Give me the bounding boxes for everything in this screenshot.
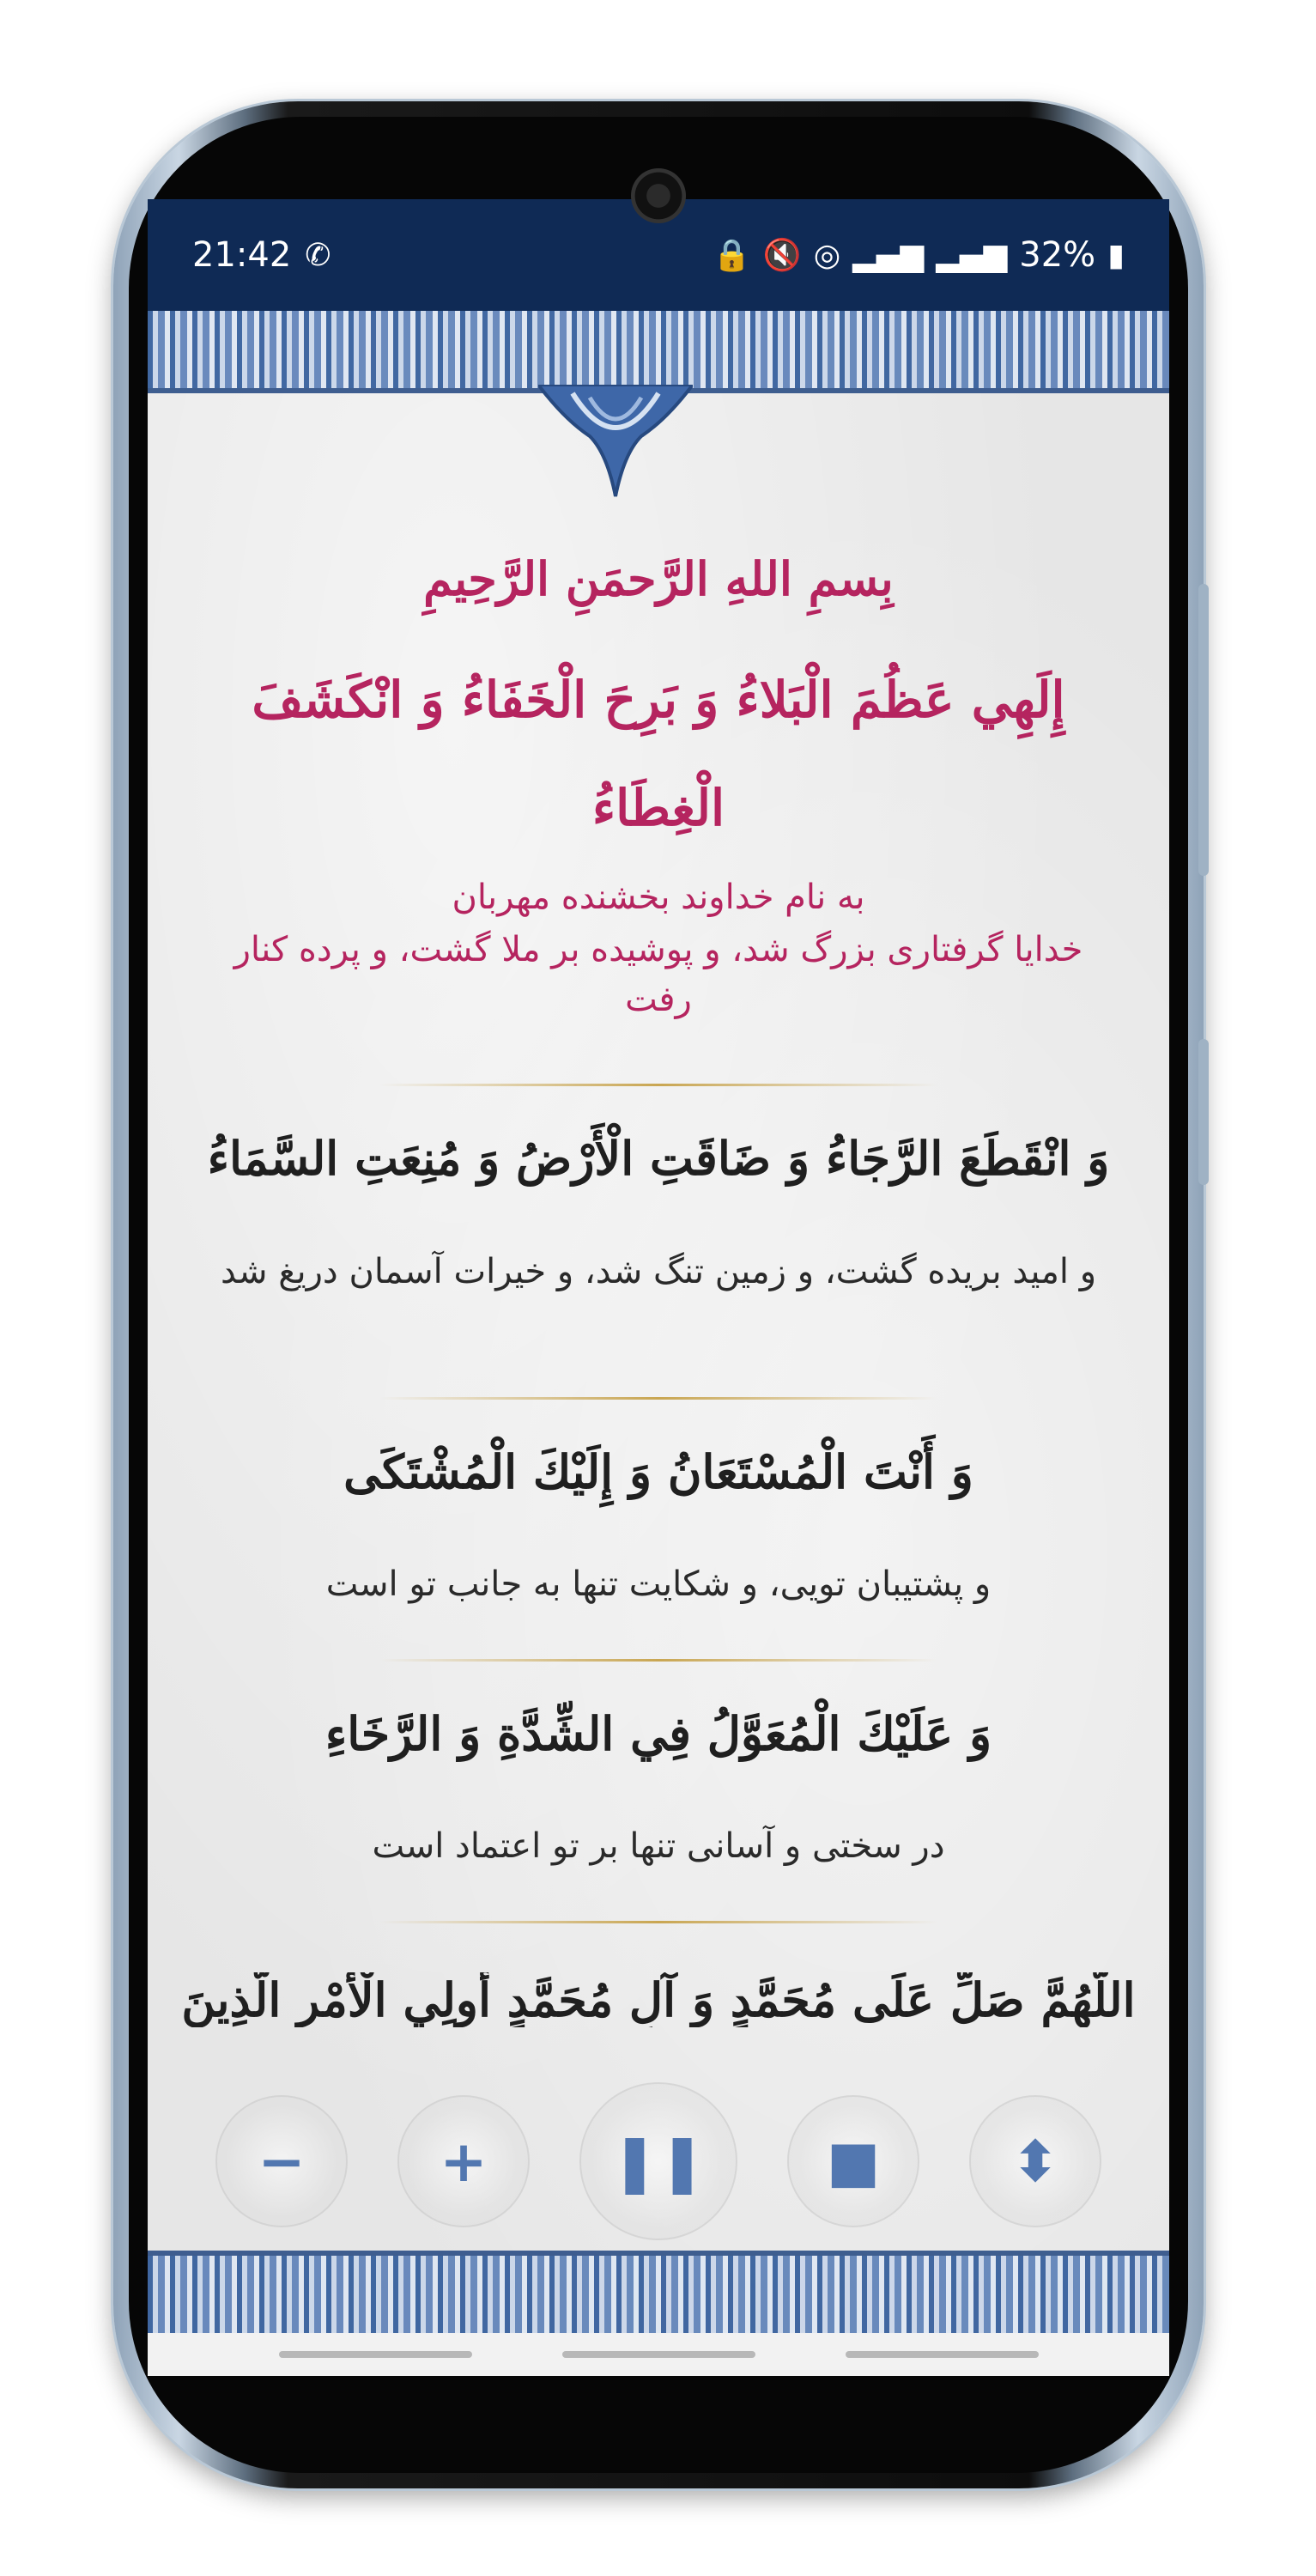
opening-persian: خدایا گرفتاری بزرگ شد، و پوشیده بر ملا گشت، و پرده کنار رفت: [233, 930, 1083, 1019]
divider: [379, 1084, 937, 1086]
power-button: [1198, 1039, 1209, 1185]
divider: [379, 1921, 937, 1923]
front-camera: [631, 168, 686, 223]
ornament-pendant: [538, 385, 693, 505]
battery-icon: ▮: [1107, 237, 1125, 273]
mute-icon: 🔇: [762, 238, 802, 273]
battery-percent: 32%: [1019, 235, 1096, 275]
verse-persian: و امید بریده گشت، و زمین تنگ شد، و خیرات آسمان دریغ شد: [220, 1252, 1097, 1291]
ornament-top: [148, 311, 1169, 393]
playback-controls: [148, 2097, 1169, 2226]
content-background: [148, 311, 1169, 2376]
bismillah-persian: به نام خداوند بخشنده مهربان: [452, 878, 865, 917]
bismillah-arabic: بِسمِ اللهِ الرَّحمَنِ الرَّحِيمِ: [423, 551, 894, 606]
volume-button: [1198, 584, 1209, 876]
nav-back[interactable]: [846, 2351, 1039, 2358]
verse-arabic: وَ انْقَطَعَ الرَّجَاءُ وَ ضَاقَتِ الْأَرْضُ وَ مُنِعَتِ السَّمَاءُ: [207, 1131, 1110, 1186]
screen: [148, 199, 1169, 2376]
decrease-font-button[interactable]: −: [217, 2097, 346, 2226]
status-time: 21:42: [192, 235, 292, 275]
divider: [379, 1659, 937, 1662]
signal-icon: ▂▄▆: [852, 237, 925, 273]
verse-persian: در سختی و آسانی تنها بر تو اعتماد است: [372, 1826, 945, 1866]
divider: [379, 1397, 937, 1400]
whatsapp-icon: ✆: [305, 237, 331, 273]
verse-arabic: اللَّهُمَّ صَلِّ عَلَى مُحَمَّدٍ وَ آلِ مُحَمَّدٍ أُولِي الْأَمْرِ الَّذِينَ: [181, 1972, 1136, 2027]
hotspot-icon: ◎: [813, 237, 841, 273]
verse-arabic: وَ عَلَيْكَ الْمُعَوَّلُ فِي الشِّدَّةِ وَ الرَّخَاءِ: [324, 1706, 992, 1761]
verse-arabic: وَ أَنْتَ الْمُسْتَعَانُ وَ إِلَيْكَ الْمُشْتَكَى: [343, 1444, 973, 1499]
scroll-speed-button[interactable]: ⬍: [971, 2097, 1100, 2226]
increase-font-button[interactable]: +: [399, 2097, 528, 2226]
nav-recents[interactable]: [279, 2351, 472, 2358]
system-nav-bar: [148, 2333, 1169, 2376]
ornament-bottom: [148, 2251, 1169, 2333]
opening-arabic: إِلَهِي عَظُمَ الْبَلاءُ وَ بَرِحَ الْخَفَاءُ وَ انْكَشَفَ الْغِطَاءُ: [252, 671, 1065, 837]
nav-home[interactable]: [562, 2351, 755, 2358]
verse-persian: و پشتیبان تویی، و شکایت تنها به جانب تو است: [325, 1564, 992, 1604]
lock-icon: 🔒: [713, 238, 751, 273]
signal-icon-2: ▂▄▆: [936, 237, 1008, 273]
stop-button[interactable]: ■: [789, 2097, 918, 2226]
pause-button[interactable]: ❚❚: [581, 2084, 736, 2239]
